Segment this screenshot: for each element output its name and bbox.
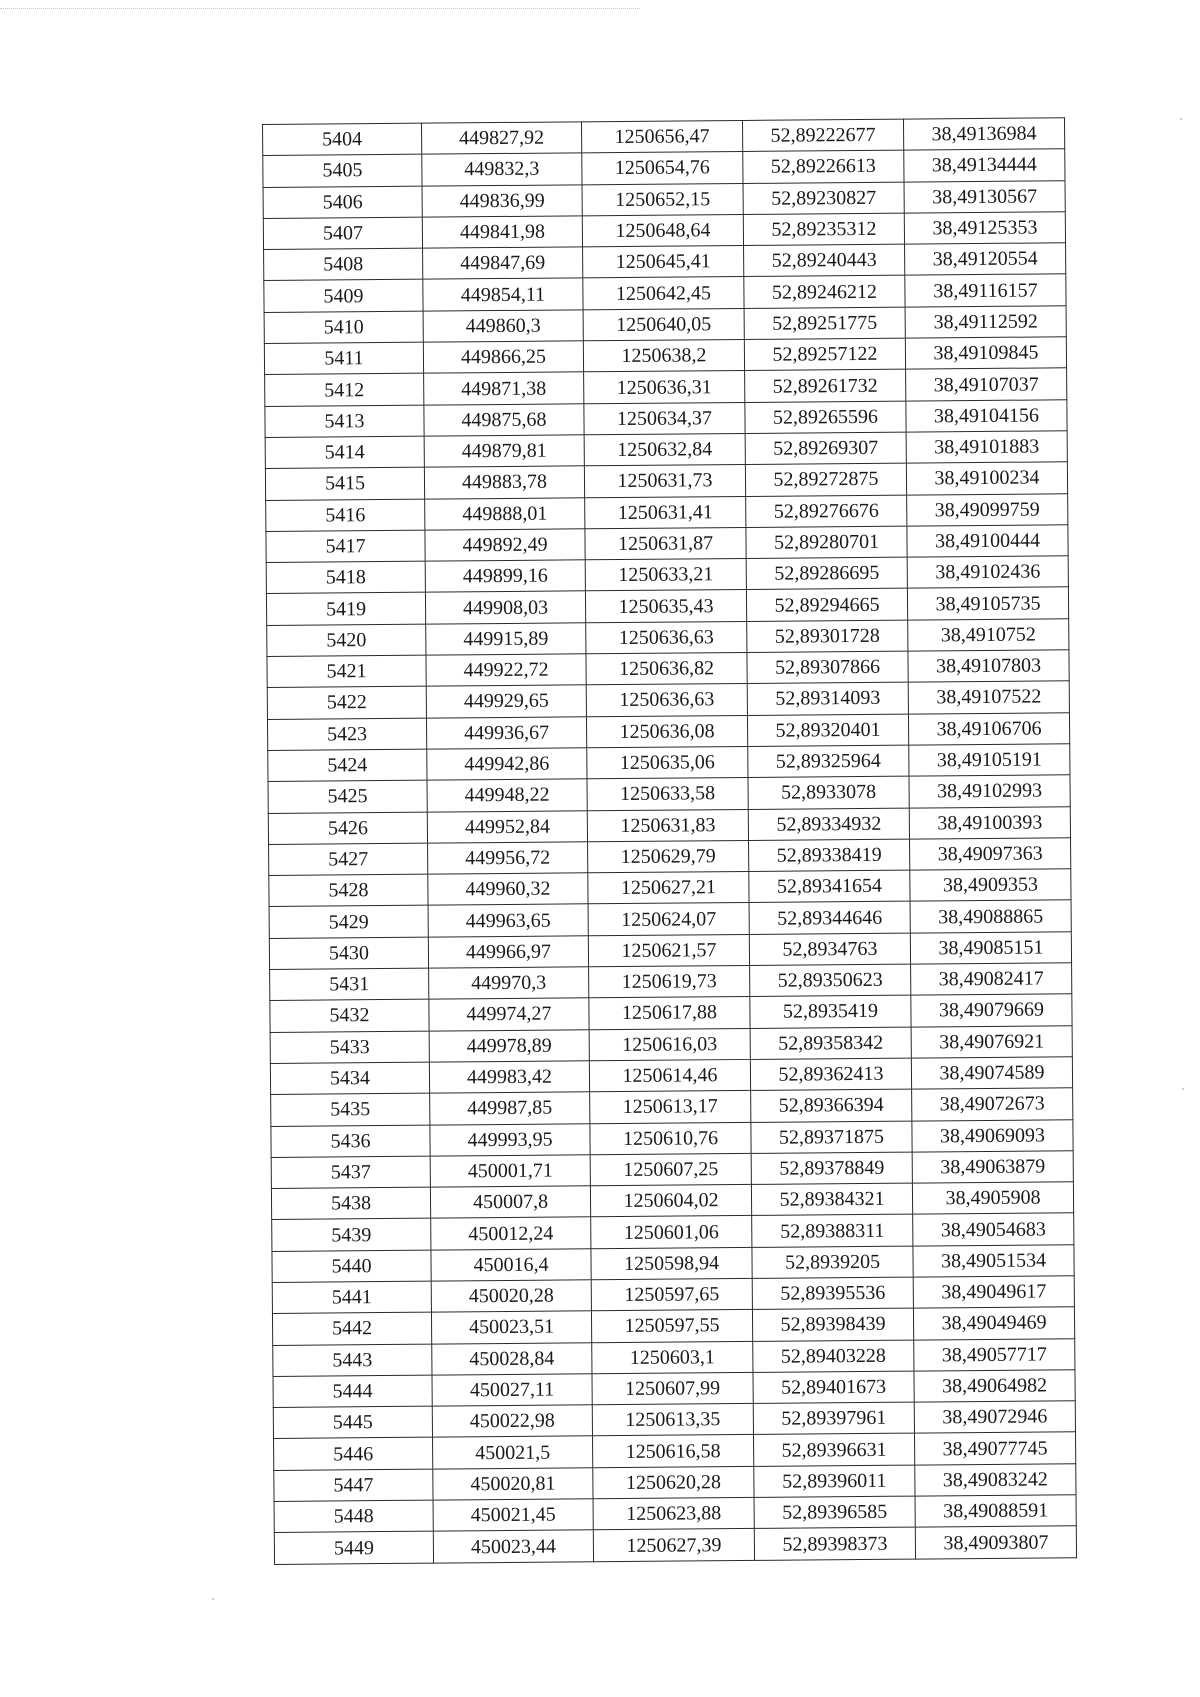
longitude-cell: 38,49069093 bbox=[912, 1119, 1073, 1152]
point-number-cell: 5428 bbox=[269, 874, 428, 907]
y-coordinate-cell: 1250640,05 bbox=[583, 308, 744, 341]
point-number-cell: 5420 bbox=[267, 624, 426, 657]
y-coordinate-cell: 1250638,2 bbox=[583, 340, 744, 373]
y-coordinate-cell: 1250624,07 bbox=[588, 903, 749, 936]
x-coordinate-cell: 449956,72 bbox=[428, 842, 588, 875]
point-number-cell: 5441 bbox=[272, 1281, 431, 1314]
x-coordinate-cell: 449974,27 bbox=[429, 998, 589, 1031]
longitude-cell: 38,49074589 bbox=[911, 1057, 1072, 1090]
latitude-cell: 52,89334932 bbox=[748, 808, 909, 841]
point-number-cell: 5421 bbox=[267, 655, 426, 688]
longitude-cell: 38,4910752 bbox=[908, 619, 1069, 652]
y-coordinate-cell: 1250632,84 bbox=[584, 433, 745, 466]
longitude-cell: 38,49100444 bbox=[907, 525, 1068, 558]
point-number-cell: 5419 bbox=[266, 593, 425, 626]
y-coordinate-cell: 1250604,02 bbox=[590, 1185, 751, 1218]
x-coordinate-cell: 449942,86 bbox=[427, 748, 587, 781]
x-coordinate-cell: 449883,78 bbox=[424, 466, 584, 499]
x-coordinate-cell: 449875,68 bbox=[424, 403, 584, 436]
longitude-cell: 38,49112592 bbox=[905, 306, 1066, 339]
y-coordinate-cell: 1250636,82 bbox=[586, 653, 747, 686]
latitude-cell: 52,89251775 bbox=[744, 307, 905, 340]
longitude-cell: 38,49102436 bbox=[907, 556, 1068, 589]
y-coordinate-cell: 1250654,76 bbox=[582, 152, 743, 185]
point-number-cell: 5432 bbox=[270, 999, 429, 1032]
latitude-cell: 52,89261732 bbox=[745, 369, 906, 402]
longitude-cell: 38,49107037 bbox=[906, 368, 1067, 401]
latitude-cell: 52,89301728 bbox=[747, 620, 908, 653]
point-number-cell: 5436 bbox=[271, 1125, 430, 1158]
x-coordinate-cell: 449966,97 bbox=[428, 936, 588, 969]
longitude-cell: 38,49054683 bbox=[913, 1213, 1074, 1246]
x-coordinate-cell: 449908,03 bbox=[425, 591, 585, 624]
latitude-cell: 52,89396011 bbox=[754, 1465, 915, 1498]
latitude-cell: 52,8933078 bbox=[748, 776, 909, 809]
point-number-cell: 5410 bbox=[264, 311, 423, 344]
y-coordinate-cell: 1250631,87 bbox=[585, 527, 746, 560]
x-coordinate-cell: 449879,81 bbox=[424, 435, 584, 468]
longitude-cell: 38,49079669 bbox=[911, 994, 1072, 1027]
point-number-cell: 5423 bbox=[267, 718, 426, 751]
y-coordinate-cell: 1250603,1 bbox=[592, 1341, 753, 1374]
longitude-cell: 38,49064982 bbox=[914, 1370, 1075, 1403]
latitude-cell: 52,89398439 bbox=[752, 1308, 913, 1341]
coordinates-table bbox=[262, 117, 1077, 1564]
x-coordinate-cell: 449952,84 bbox=[427, 810, 587, 843]
point-number-cell: 5417 bbox=[266, 530, 425, 563]
latitude-cell: 52,89350623 bbox=[750, 964, 911, 997]
point-number-cell: 5409 bbox=[264, 280, 423, 313]
y-coordinate-cell: 1250607,25 bbox=[590, 1153, 751, 1186]
point-number-cell: 5405 bbox=[263, 154, 422, 187]
x-coordinate-cell: 449922,72 bbox=[426, 654, 586, 687]
longitude-cell: 38,49100393 bbox=[909, 806, 1070, 839]
latitude-cell: 52,89396585 bbox=[754, 1496, 915, 1529]
longitude-cell: 38,49106706 bbox=[908, 712, 1069, 745]
x-coordinate-cell: 450016,4 bbox=[431, 1248, 591, 1281]
longitude-cell: 38,49082417 bbox=[911, 963, 1072, 996]
point-number-cell: 5407 bbox=[263, 217, 422, 250]
x-coordinate-cell: 450012,24 bbox=[431, 1217, 591, 1250]
x-coordinate-cell: 450020,28 bbox=[431, 1280, 591, 1313]
latitude-cell: 52,89395536 bbox=[752, 1277, 913, 1310]
y-coordinate-cell: 1250601,06 bbox=[591, 1216, 752, 1249]
y-coordinate-cell: 1250621,57 bbox=[588, 934, 749, 967]
longitude-cell: 38,49085151 bbox=[910, 931, 1071, 964]
point-number-cell: 5433 bbox=[270, 1031, 429, 1064]
x-coordinate-cell: 450001,71 bbox=[430, 1155, 590, 1188]
latitude-cell: 52,8939205 bbox=[752, 1246, 913, 1279]
latitude-cell: 52,89265596 bbox=[745, 401, 906, 434]
latitude-cell: 52,89401673 bbox=[753, 1371, 914, 1404]
point-number-cell: 5404 bbox=[263, 123, 422, 156]
y-coordinate-cell: 1250635,43 bbox=[585, 590, 746, 623]
y-coordinate-cell: 1250645,41 bbox=[583, 246, 744, 279]
latitude-cell: 52,8935419 bbox=[750, 995, 911, 1028]
point-number-cell: 5438 bbox=[271, 1187, 430, 1220]
x-coordinate-cell: 449892,49 bbox=[425, 529, 585, 562]
latitude-cell: 52,89257122 bbox=[744, 338, 905, 371]
scan-speck bbox=[212, 1598, 214, 1600]
y-coordinate-cell: 1250617,88 bbox=[589, 997, 750, 1030]
longitude-cell: 38,49125353 bbox=[904, 212, 1065, 245]
point-number-cell: 5448 bbox=[274, 1500, 433, 1533]
longitude-cell: 38,49130567 bbox=[904, 180, 1065, 213]
x-coordinate-cell: 450028,84 bbox=[432, 1342, 592, 1375]
longitude-cell: 38,49049617 bbox=[913, 1276, 1074, 1309]
x-coordinate-cell: 449836,99 bbox=[422, 184, 582, 217]
point-number-cell: 5424 bbox=[268, 749, 427, 782]
y-coordinate-cell: 1250616,58 bbox=[593, 1435, 754, 1468]
longitude-cell: 38,49077745 bbox=[914, 1432, 1075, 1465]
latitude-cell: 52,89286695 bbox=[746, 557, 907, 590]
x-coordinate-cell: 450007,8 bbox=[430, 1186, 590, 1219]
latitude-cell: 52,89325964 bbox=[748, 745, 909, 778]
y-coordinate-cell: 1250652,15 bbox=[582, 183, 743, 216]
x-coordinate-cell: 449987,85 bbox=[430, 1092, 590, 1125]
latitude-cell: 52,89344646 bbox=[749, 902, 910, 935]
x-coordinate-cell: 449993,95 bbox=[430, 1123, 590, 1156]
point-number-cell: 5413 bbox=[265, 405, 424, 438]
longitude-cell: 38,49104156 bbox=[906, 399, 1067, 432]
longitude-cell: 38,49057717 bbox=[914, 1338, 1075, 1371]
x-coordinate-cell: 449899,16 bbox=[425, 560, 585, 593]
point-number-cell: 5440 bbox=[272, 1250, 431, 1283]
y-coordinate-cell: 1250616,03 bbox=[589, 1028, 750, 1061]
longitude-cell: 38,49099759 bbox=[907, 493, 1068, 526]
point-number-cell: 5429 bbox=[269, 906, 428, 939]
point-number-cell: 5422 bbox=[267, 686, 426, 719]
longitude-cell: 38,49072673 bbox=[912, 1088, 1073, 1121]
point-number-cell: 5427 bbox=[269, 843, 428, 876]
x-coordinate-cell: 449978,89 bbox=[429, 1029, 589, 1062]
x-coordinate-cell: 450023,44 bbox=[433, 1530, 593, 1563]
latitude-cell: 52,89235312 bbox=[743, 213, 904, 246]
point-number-cell: 5415 bbox=[265, 467, 424, 500]
x-coordinate-cell: 449871,38 bbox=[424, 372, 584, 405]
y-coordinate-cell: 1250631,41 bbox=[585, 496, 746, 529]
point-number-cell: 5437 bbox=[271, 1156, 430, 1189]
point-number-cell: 5412 bbox=[265, 374, 424, 407]
x-coordinate-cell: 449963,65 bbox=[428, 904, 588, 937]
longitude-cell: 38,49109845 bbox=[905, 337, 1066, 370]
latitude-cell: 52,89240443 bbox=[744, 244, 905, 277]
latitude-cell: 52,89222677 bbox=[742, 119, 903, 152]
latitude-cell: 52,89398373 bbox=[754, 1527, 915, 1560]
longitude-cell: 38,49088865 bbox=[910, 900, 1071, 933]
point-number-cell: 5443 bbox=[273, 1344, 432, 1377]
point-number-cell: 5446 bbox=[274, 1438, 433, 1471]
y-coordinate-cell: 1250610,76 bbox=[590, 1122, 751, 1155]
longitude-cell: 38,4909353 bbox=[910, 869, 1071, 902]
longitude-cell: 38,4905908 bbox=[912, 1182, 1073, 1215]
latitude-cell: 52,89320401 bbox=[747, 714, 908, 747]
y-coordinate-cell: 1250636,63 bbox=[586, 621, 747, 654]
latitude-cell: 52,89230827 bbox=[743, 182, 904, 215]
point-number-cell: 5418 bbox=[266, 561, 425, 594]
y-coordinate-cell: 1250607,99 bbox=[592, 1372, 753, 1405]
x-coordinate-cell: 449860,3 bbox=[423, 310, 583, 343]
point-number-cell: 5425 bbox=[268, 780, 427, 813]
y-coordinate-cell: 1250656,47 bbox=[581, 120, 742, 153]
latitude-cell: 52,89294665 bbox=[746, 589, 907, 622]
x-coordinate-cell: 449983,42 bbox=[429, 1061, 589, 1094]
latitude-cell: 52,89272875 bbox=[745, 463, 906, 496]
x-coordinate-cell: 450022,98 bbox=[432, 1405, 592, 1438]
x-coordinate-cell: 449827,92 bbox=[421, 122, 581, 155]
point-number-cell: 5406 bbox=[263, 186, 422, 219]
point-number-cell: 5442 bbox=[272, 1312, 431, 1345]
longitude-cell: 38,49105191 bbox=[909, 744, 1070, 777]
longitude-cell: 38,49051534 bbox=[913, 1244, 1074, 1277]
x-coordinate-cell: 449948,22 bbox=[427, 779, 587, 812]
y-coordinate-cell: 1250614,46 bbox=[589, 1059, 750, 1092]
point-number-cell: 5408 bbox=[264, 248, 423, 281]
latitude-cell: 52,89307866 bbox=[747, 651, 908, 684]
scan-edge-line bbox=[0, 8, 640, 9]
x-coordinate-cell: 449970,3 bbox=[429, 967, 589, 1000]
y-coordinate-cell: 1250627,39 bbox=[593, 1529, 754, 1562]
y-coordinate-cell: 1250635,06 bbox=[587, 746, 748, 779]
latitude-cell: 52,89362413 bbox=[750, 1058, 911, 1091]
point-number-cell: 5430 bbox=[269, 937, 428, 970]
y-coordinate-cell: 1250633,58 bbox=[587, 778, 748, 811]
latitude-cell: 52,89314093 bbox=[747, 682, 908, 715]
x-coordinate-cell: 449866,25 bbox=[423, 341, 583, 374]
y-coordinate-cell: 1250597,55 bbox=[591, 1310, 752, 1343]
latitude-cell: 52,89246212 bbox=[744, 276, 905, 309]
longitude-cell: 38,49088591 bbox=[915, 1495, 1076, 1528]
latitude-cell: 52,89397961 bbox=[753, 1402, 914, 1435]
latitude-cell: 52,89226613 bbox=[743, 150, 904, 183]
longitude-cell: 38,49107522 bbox=[908, 681, 1069, 714]
point-number-cell: 5434 bbox=[270, 1062, 429, 1095]
longitude-cell: 38,49097363 bbox=[910, 838, 1071, 871]
scan-speck bbox=[1182, 1088, 1184, 1090]
y-coordinate-cell: 1250597,65 bbox=[591, 1278, 752, 1311]
point-number-cell: 5414 bbox=[265, 436, 424, 469]
y-coordinate-cell: 1250631,73 bbox=[584, 465, 745, 498]
longitude-cell: 38,49076921 bbox=[911, 1025, 1072, 1058]
longitude-cell: 38,49107803 bbox=[908, 650, 1069, 683]
table-row bbox=[274, 1526, 1076, 1564]
y-coordinate-cell: 1250613,17 bbox=[590, 1091, 751, 1124]
coordinates-table-body bbox=[263, 118, 1077, 1564]
x-coordinate-cell: 449854,11 bbox=[423, 278, 583, 311]
longitude-cell: 38,49120554 bbox=[905, 243, 1066, 276]
x-coordinate-cell: 450027,11 bbox=[432, 1374, 592, 1407]
x-coordinate-cell: 449841,98 bbox=[422, 216, 582, 249]
y-coordinate-cell: 1250598,94 bbox=[591, 1247, 752, 1280]
point-number-cell: 5445 bbox=[273, 1406, 432, 1439]
latitude-cell: 52,89384321 bbox=[751, 1183, 912, 1216]
y-coordinate-cell: 1250619,73 bbox=[589, 965, 750, 998]
longitude-cell: 38,49105735 bbox=[907, 587, 1068, 620]
latitude-cell: 52,89276676 bbox=[746, 495, 907, 528]
point-number-cell: 5431 bbox=[270, 968, 429, 1001]
point-number-cell: 5411 bbox=[264, 342, 423, 375]
y-coordinate-cell: 1250648,64 bbox=[582, 214, 743, 247]
longitude-cell: 38,49134444 bbox=[904, 149, 1065, 182]
latitude-cell: 52,89388311 bbox=[752, 1214, 913, 1247]
longitude-cell: 38,49072946 bbox=[914, 1401, 1075, 1434]
longitude-cell: 38,49102993 bbox=[909, 775, 1070, 808]
x-coordinate-cell: 449936,67 bbox=[426, 716, 586, 749]
longitude-cell: 38,49136984 bbox=[903, 118, 1064, 151]
y-coordinate-cell: 1250634,37 bbox=[584, 402, 745, 435]
y-coordinate-cell: 1250623,88 bbox=[593, 1497, 754, 1530]
latitude-cell: 52,89396631 bbox=[753, 1434, 914, 1467]
scan-speck bbox=[1180, 118, 1182, 120]
latitude-cell: 52,89280701 bbox=[746, 526, 907, 559]
latitude-cell: 52,89403228 bbox=[753, 1340, 914, 1373]
latitude-cell: 52,89378849 bbox=[751, 1152, 912, 1185]
x-coordinate-cell: 450021,5 bbox=[433, 1436, 593, 1469]
coordinates-table-container bbox=[262, 117, 1076, 1564]
x-coordinate-cell: 449832,3 bbox=[422, 153, 582, 186]
point-number-cell: 5435 bbox=[271, 1093, 430, 1126]
y-coordinate-cell: 1250633,21 bbox=[585, 559, 746, 592]
y-coordinate-cell: 1250627,21 bbox=[588, 872, 749, 905]
x-coordinate-cell: 449960,32 bbox=[428, 873, 588, 906]
x-coordinate-cell: 449915,89 bbox=[426, 623, 586, 656]
longitude-cell: 38,49101883 bbox=[906, 431, 1067, 464]
longitude-cell: 38,49049469 bbox=[913, 1307, 1074, 1340]
point-number-cell: 5449 bbox=[274, 1531, 433, 1564]
latitude-cell: 52,89366394 bbox=[751, 1089, 912, 1122]
x-coordinate-cell: 449847,69 bbox=[423, 247, 583, 280]
y-coordinate-cell: 1250613,35 bbox=[592, 1404, 753, 1437]
latitude-cell: 52,89358342 bbox=[750, 1027, 911, 1060]
latitude-cell: 52,8934763 bbox=[749, 933, 910, 966]
longitude-cell: 38,49083242 bbox=[915, 1463, 1076, 1496]
y-coordinate-cell: 1250631,83 bbox=[587, 809, 748, 842]
longitude-cell: 38,49093807 bbox=[915, 1526, 1076, 1559]
x-coordinate-cell: 450020,81 bbox=[433, 1468, 593, 1501]
x-coordinate-cell: 450023,51 bbox=[431, 1311, 591, 1344]
point-number-cell: 5439 bbox=[272, 1219, 431, 1252]
point-number-cell: 5416 bbox=[266, 499, 425, 532]
point-number-cell: 5444 bbox=[273, 1375, 432, 1408]
point-number-cell: 5447 bbox=[274, 1469, 433, 1502]
y-coordinate-cell: 1250642,45 bbox=[583, 277, 744, 310]
latitude-cell: 52,89341654 bbox=[749, 870, 910, 903]
latitude-cell: 52,89338419 bbox=[749, 839, 910, 872]
longitude-cell: 38,49116157 bbox=[905, 274, 1066, 307]
y-coordinate-cell: 1250629,79 bbox=[588, 840, 749, 873]
x-coordinate-cell: 449888,01 bbox=[425, 497, 585, 530]
latitude-cell: 52,89371875 bbox=[751, 1121, 912, 1154]
latitude-cell: 52,89269307 bbox=[745, 432, 906, 465]
y-coordinate-cell: 1250636,63 bbox=[586, 684, 747, 717]
y-coordinate-cell: 1250636,08 bbox=[586, 715, 747, 748]
y-coordinate-cell: 1250620,28 bbox=[593, 1466, 754, 1499]
y-coordinate-cell: 1250636,31 bbox=[584, 371, 745, 404]
longitude-cell: 38,49063879 bbox=[912, 1151, 1073, 1184]
point-number-cell: 5426 bbox=[268, 812, 427, 845]
x-coordinate-cell: 449929,65 bbox=[426, 685, 586, 718]
longitude-cell: 38,49100234 bbox=[906, 462, 1067, 495]
x-coordinate-cell: 450021,45 bbox=[433, 1499, 593, 1532]
